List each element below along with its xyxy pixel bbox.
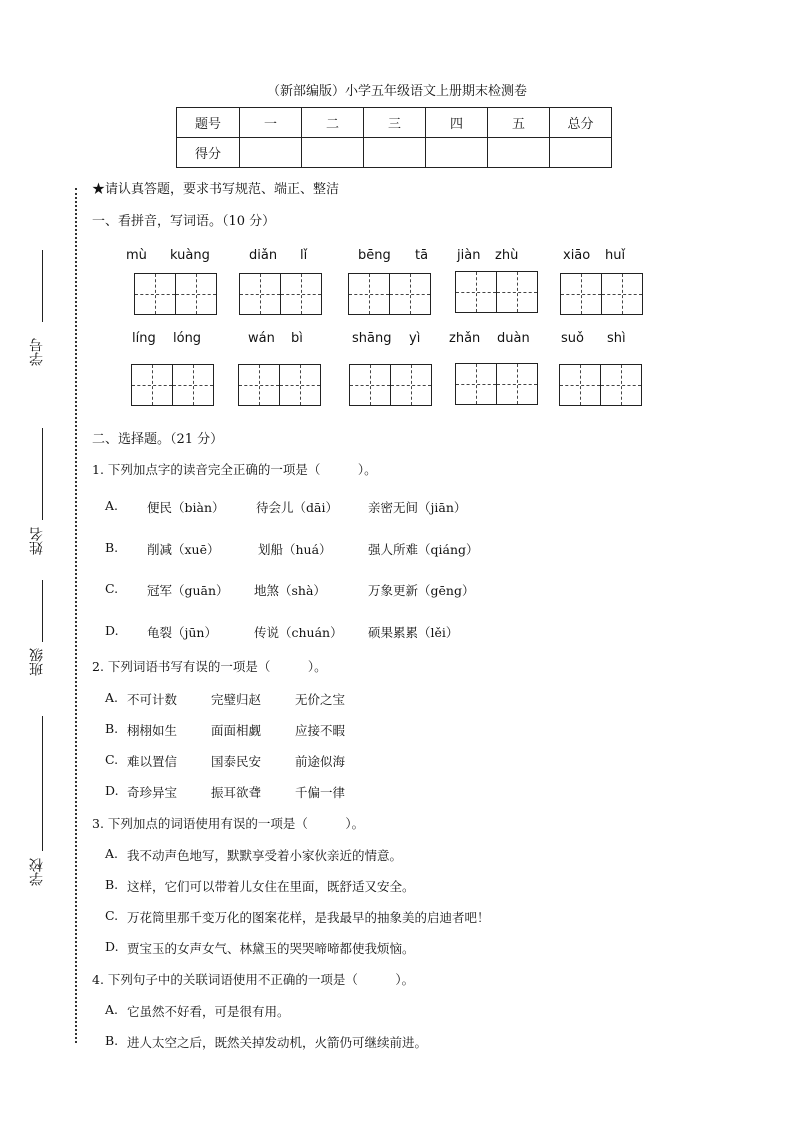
section2-title: 二、选择题。（21 分） — [92, 432, 224, 447]
option-key[interactable]: B. — [105, 1033, 119, 1048]
pinyin: jiàn — [457, 248, 481, 263]
option-key[interactable]: D. — [105, 939, 119, 954]
writing-grid[interactable] — [348, 273, 431, 315]
option-item: 硕果累累（lěi） — [368, 625, 459, 640]
pinyin: xiāo — [563, 248, 591, 263]
pinyin: líng — [132, 331, 156, 346]
option-key[interactable]: A. — [105, 690, 119, 705]
pinyin: diǎn — [249, 248, 278, 263]
option-key[interactable]: B. — [105, 540, 119, 555]
pinyin: lóng — [173, 331, 202, 346]
writing-grid[interactable] — [349, 364, 432, 406]
option-key[interactable]: A. — [105, 498, 119, 513]
name-line[interactable] — [42, 428, 43, 520]
school-line[interactable] — [42, 716, 43, 851]
option-key[interactable]: C. — [105, 752, 119, 767]
option-item: 划船（huá） — [258, 542, 332, 557]
option-key[interactable]: A. — [105, 1002, 119, 1017]
option-text: 这样，它们可以带着儿女住在里面，既舒适又安全。 — [127, 879, 415, 894]
writing-grid[interactable] — [131, 364, 214, 406]
score-table-header-cell: 总分 — [550, 108, 612, 138]
pinyin: tā — [415, 248, 429, 263]
question-1-stem: 1. 下列加点字的读音完全正确的一项是（ ）。 — [92, 462, 377, 477]
score-input-cell[interactable] — [550, 138, 612, 168]
writing-grid[interactable] — [559, 364, 642, 406]
score-input-cell[interactable] — [426, 138, 488, 168]
option-item: 亲密无间（jiān） — [368, 500, 467, 515]
option-text: 它虽然不好看，可是很有用。 — [127, 1004, 290, 1019]
question-2-stem: 2. 下列词语书写有误的一项是（ ）。 — [92, 659, 327, 674]
student-id-line[interactable] — [42, 250, 43, 322]
pinyin: huǐ — [605, 248, 626, 263]
school-label: 学校 — [29, 858, 45, 886]
pinyin: zhù — [495, 248, 519, 263]
pinyin: shì — [607, 331, 626, 346]
score-input-cell[interactable] — [240, 138, 302, 168]
option-key[interactable]: D. — [105, 623, 119, 638]
option-item: 栩栩如生 — [127, 723, 178, 738]
score-table-header-cell: 二 — [302, 108, 364, 138]
pinyin: shāng — [352, 331, 392, 346]
score-table-score-row — [177, 138, 612, 168]
score-table-header-cell: 题号 — [177, 108, 240, 138]
option-text: 我不动声色地写，默默享受着小家伙亲近的情意。 — [127, 848, 403, 863]
option-item: 万象更新（gēng） — [368, 583, 475, 598]
option-item: 地煞（shà） — [254, 583, 326, 598]
option-key[interactable]: D. — [105, 783, 119, 798]
name-label: 姓名 — [29, 527, 45, 555]
option-key[interactable]: B. — [105, 721, 119, 736]
binding-dotted-line — [75, 188, 77, 1043]
option-item: 国泰民安 — [211, 754, 262, 769]
option-item: 强人所难（qiáng） — [368, 542, 479, 557]
score-table-header-cell: 四 — [426, 108, 488, 138]
option-text: 进人太空之后，既然关掉发动机，火箭仍可继续前进。 — [127, 1035, 428, 1050]
option-item: 千偏一律 — [295, 785, 346, 800]
option-text: 万花筒里那千变万化的图案花样，是我最早的抽象美的启迪者吧！ — [127, 910, 490, 925]
score-table-header-cell: 三 — [364, 108, 426, 138]
score-input-cell[interactable] — [302, 138, 364, 168]
pinyin: lǐ — [300, 248, 308, 263]
score-table-header-cell: 五 — [488, 108, 550, 138]
writing-grid[interactable] — [238, 364, 321, 406]
option-item: 完璧归赵 — [211, 692, 262, 707]
notice-text: ★请认真答题，要求书写规范、端正、整洁 — [92, 182, 340, 197]
option-item: 面面相觑 — [211, 723, 262, 738]
pinyin: kuàng — [170, 248, 210, 263]
class-line[interactable] — [42, 580, 43, 642]
option-text: 贾宝玉的女声女气、林黛玉的哭哭啼啼都使我烦恼。 — [127, 941, 415, 956]
pinyin: mù — [126, 248, 147, 263]
option-item: 削减（xuē） — [147, 542, 220, 557]
option-item: 冠军（guān） — [147, 583, 229, 598]
option-key[interactable]: C. — [105, 908, 119, 923]
option-item: 奇珍异宝 — [127, 785, 178, 800]
option-item: 便民（biàn） — [147, 500, 225, 515]
writing-grid[interactable] — [239, 273, 322, 315]
class-label: 班级 — [29, 648, 45, 676]
score-row-label: 得分 — [177, 138, 240, 168]
score-table-header-row — [177, 108, 612, 138]
pinyin: bēng — [358, 248, 391, 263]
pinyin: wán — [248, 331, 275, 346]
score-table-header-cell: 一 — [240, 108, 302, 138]
pinyin: zhǎn — [449, 331, 481, 346]
score-input-cell[interactable] — [364, 138, 426, 168]
writing-grid[interactable] — [134, 273, 217, 315]
writing-grid[interactable] — [560, 273, 643, 315]
option-item: 待会儿（dāi） — [256, 500, 338, 515]
option-item: 传说（chuán） — [254, 625, 343, 640]
option-item: 不可计数 — [127, 692, 178, 707]
pinyin: yì — [409, 331, 421, 346]
option-item: 难以置信 — [127, 754, 178, 769]
option-item: 振耳欲聋 — [211, 785, 262, 800]
section1-title: 一、看拼音，写词语。（10 分） — [92, 214, 276, 229]
question-4-stem: 4. 下列句子中的关联词语使用不正确的一项是（ ）。 — [92, 972, 415, 987]
score-table — [176, 107, 612, 168]
option-key[interactable]: B. — [105, 877, 119, 892]
question-3-stem: 3. 下列加点的词语使用有误的一项是（ ）。 — [92, 816, 365, 831]
page-title: （新部编版）小学五年级语文上册期末检测卷 — [266, 84, 527, 99]
option-item: 无价之宝 — [295, 692, 346, 707]
writing-grid[interactable] — [455, 363, 538, 405]
option-key[interactable]: C. — [105, 581, 119, 596]
pinyin: duàn — [497, 331, 530, 346]
writing-grid[interactable] — [455, 271, 538, 313]
option-item: 龟裂（jūn） — [147, 625, 217, 640]
score-input-cell[interactable] — [488, 138, 550, 168]
student-id-label: 学号 — [29, 338, 45, 366]
pinyin: bì — [291, 331, 303, 346]
option-item: 前途似海 — [295, 754, 346, 769]
pinyin: suǒ — [561, 331, 584, 346]
option-item: 应接不暇 — [295, 723, 346, 738]
option-key[interactable]: A. — [105, 846, 119, 861]
